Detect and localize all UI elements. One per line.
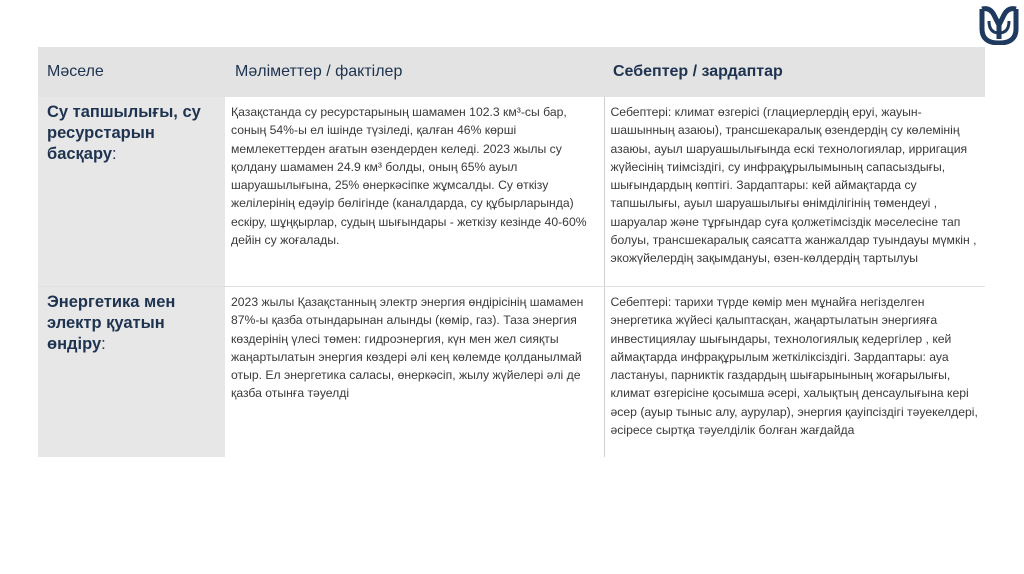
causes-cell: Себептері: тарихи түрде көмір мен мұнайға негізделген энергетика жүйесі қалыптасқан, жаңартылатын энергияға инвестициялау шығындары, технологиялық кедергілер , кей аймақтарда инфрақұрылым жеткіліксіздігі. Зардаптары: ауа ластануы, парниктік газдардың шығарынының жоғарылығы, климат өзгерісіне қосымша әсері, халықтың денсаулығына кері әсер (ауыр тыныс алу, аурулар), энергия қауіпсіздігі тәуекелдері, әсіресе сыртқа тәуелділік болған жағдайда [610,295,978,438]
causes-cell: Себептері: климат өзгерісі (глациерлердің еруі, жауын-шашынның азаюы), трансшекаралық өзендердің су көлемінің азаюы, ауыл шаруашылығында ескі технологиялар, ирригация жүйесінің тиімсіздігі, су инфрақұрылымының сапасыздығы, шығындардың көптігі. Зардаптары: кей аймақтарда су тапшылығы, ауыл шаруашылығы өнімділігінің төмендеуі , шаруалар және тұрғындар суға қолжетімсіздік мәселесіне тап болуы, трансшекаралық саясатта жанжалдар туындауы мүмкін , экожүйелердің зақымдануы, өзен-көлдердің тартылуы [604,97,985,287]
issue-suffix: : [101,335,106,353]
issue-cell [38,97,225,287]
issue-suffix: : [112,145,117,163]
table-row [38,97,985,287]
facts-cell: Қазақстанда су ресурстарының шамамен 102.3 км³-сы бар, соның 54%-ы ел ішінде түзіледі, қалған 46% көрші мемлекеттерден ағатын өзендерден келеді. 2023 жылы су қолдану шамамен 24.9 км³ болды, оның 65% ауыл шаруашылығына, 25% өнеркәсіпке жұмсалды. Су өткізу желілерінің едәуір бөлігінде (каналдарда, су құбырларында) ескіру, шұңқырлар, судың шығындары - жеткізу кезінде 40-60% дейін су жоғалады. [225,97,604,287]
issue-title: Энергетика мен электр қуатын өндіру [47,293,176,353]
facts-cell: 2023 жылы Қазақстанның электр энергия өндірісінің шамамен 87%-ы қазба отындарынан алынды (көмір, газ). Таза энергия көздерінің үлесі төмен: гидроэнергия, күн мен жел сияқты жаңартылатын энергия көздері әлі кең көлемде қолданылмай отыр. Ел энергетика саласы, өнеркәсіп, жылу жүйелері әлі де қазба отынға тәуелді [225,287,604,458]
table-row [38,287,985,458]
issue-title: Су тапшылығы, су ресурстарын басқару [47,103,201,163]
header-facts: Мәліметтер / фактілер [225,47,604,97]
problems-table [38,47,985,457]
issue-cell [38,287,225,458]
university-logo-icon [978,3,1020,45]
table-header-row [38,47,985,97]
header-issue: Мәселе [38,47,225,97]
header-causes: Себептер / зардаптар [604,47,985,97]
